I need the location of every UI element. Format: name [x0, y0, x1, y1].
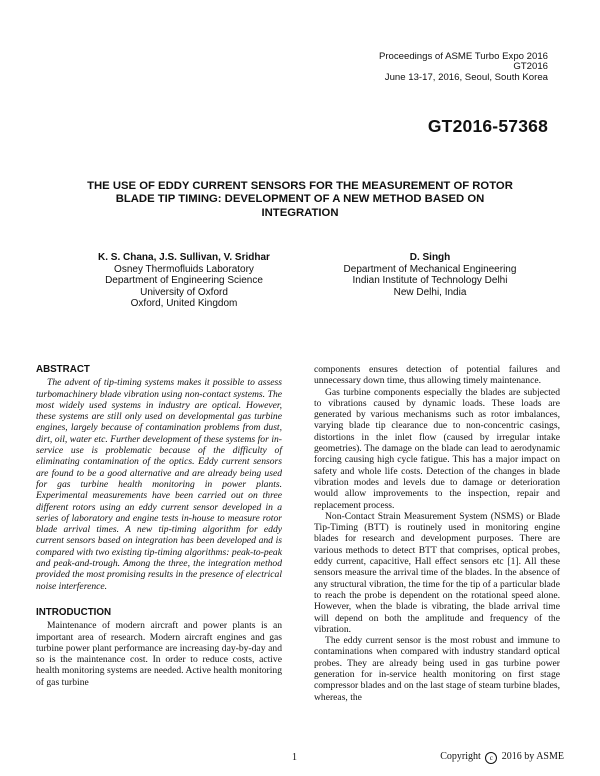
copyright-notice [440, 751, 564, 764]
continuation-paragraph: components ensures detection of potential failures and unnecessary down time, thus allowing timely maintenance. [314, 364, 560, 387]
proceedings-header [379, 52, 548, 83]
body-paragraph: Non-Contact Strain Measurement System (NSMS) or Blade Tip-Timing (BTT) is routinely used in monitoring engine blades for research and development purposes. There are various methods to detect BTT that comprises, optical probes, eddy current, capacitive, Hall effect sensors etc [1]. All these sensors measure the arrival time of the blades. In the absence of any structural vibration, the time for the tip of a particular blade to reach the probe is dependent on the rotational speed alone. However, when the blade is vibrating, the blade arrival time will depend on both the amplitude and frequency of the vibration. [314, 510, 560, 635]
proceedings-name: Proceedings of ASME Turbo Expo 2016 [378, 51, 548, 62]
copyright-icon: c [485, 752, 497, 764]
author-block-right [308, 252, 552, 298]
affiliation-line: New Delhi, India [393, 286, 467, 298]
abstract-text: The advent of tip-timing systems makes it possible to assess turbomachinery blade vibration using non-contact systems. The most widely used systems in industry are optical. However, these systems are still only used on developmental gas turbine engines, largely because of contamination problems from dust, dirt, oil, water etc. Further development of these systems for in-service use is problematic because of the difficulty of eliminating contamination of the optics. Eddy current sensors are found to be a good alternative and are already being used for gas turbine health monitoring in power plants. Experimental measurements have been carried out on three different rotors using an eddy current sensor developed in a series of laboratory and engine tests in-house to measure rotor blade arrival times. A new tip-timing algorithm for eddy current sensors based on integration has been developed and is compared with two existing tip-timing algorithms: peak-to-peak and peak-and-trough. Among the three, the integration method provided the most promising results in the presence of electrical noise interference. [36, 377, 282, 592]
author-names: D. Singh [409, 252, 451, 263]
conference-dates: June 13-17, 2016, Seoul, South Korea [384, 71, 548, 83]
introduction-paragraph: Maintenance of modern aircraft and power plants is an important area of research. Modern aircraft engines and gas turbine power plant performance are increasing day-by-day and so is the maintenance cost. In order to reduce costs, active health monitoring systems are needed. Active health monitoring of gas turbine [36, 620, 282, 688]
title-line: INTEGRATION [261, 206, 339, 219]
author-names: K. S. Chana, J.S. Sullivan, V. Sridhar [98, 252, 270, 263]
conference-code: GT2016 [513, 61, 548, 73]
affiliation-line: University of Oxford [140, 286, 228, 298]
affiliation-line: Indian Institute of Technology Delhi [352, 275, 508, 287]
paper-id: GT2016-57368 [427, 116, 548, 136]
affiliation-line: Osney Thermofluids Laboratory [114, 263, 254, 275]
body-paragraph: The eddy current sensor is the most robust and immune to contaminations when compared with industry standard optical probes. They are already being used in gas turbine power generation for in-service health monitoring on first stage compressor blades and on the last stage of steam turbine blades, whereas, the [314, 635, 560, 703]
paper-title [80, 180, 520, 220]
copyright-text: 2016 by ASME [501, 751, 564, 762]
title-line: THE USE OF EDDY CURRENT SENSORS FOR THE MEASUREMENT OF ROTOR [87, 180, 513, 192]
affiliation-line: Department of Mechanical Engineering [343, 263, 517, 275]
copyright-word: Copyright [440, 751, 481, 762]
abstract-heading: ABSTRACT [36, 364, 90, 375]
introduction-heading: INTRODUCTION [36, 606, 112, 618]
title-line: BLADE TIP TIMING: DEVELOPMENT OF A NEW METHOD BASED ON [115, 193, 485, 206]
body-paragraph: Gas turbine components especially the blades are subjected to vibrations caused by dynamic loads. These loads are generated by various mechanisms such as rotor imbalances, varying blade tip clearance due to non-concentric casings, distortions in the inlet flow (caused by irregular intake geometries). The damage on the blade can lead to aerodynamic forcing causing high cycle fatigue. This has a major impact on safety and whole life costs. Detection of the changes in blade vibration modes and levels due to damage or deterioration would allow improvements to the inspection, repair and replacement process. [314, 386, 560, 511]
left-column [36, 364, 282, 688]
right-column [314, 364, 560, 703]
page-number: 1 [292, 752, 297, 763]
affiliation-line: Oxford, United Kingdom [130, 298, 238, 310]
affiliation-line: Department of Engineering Science [105, 275, 263, 287]
author-block-left [66, 252, 302, 310]
